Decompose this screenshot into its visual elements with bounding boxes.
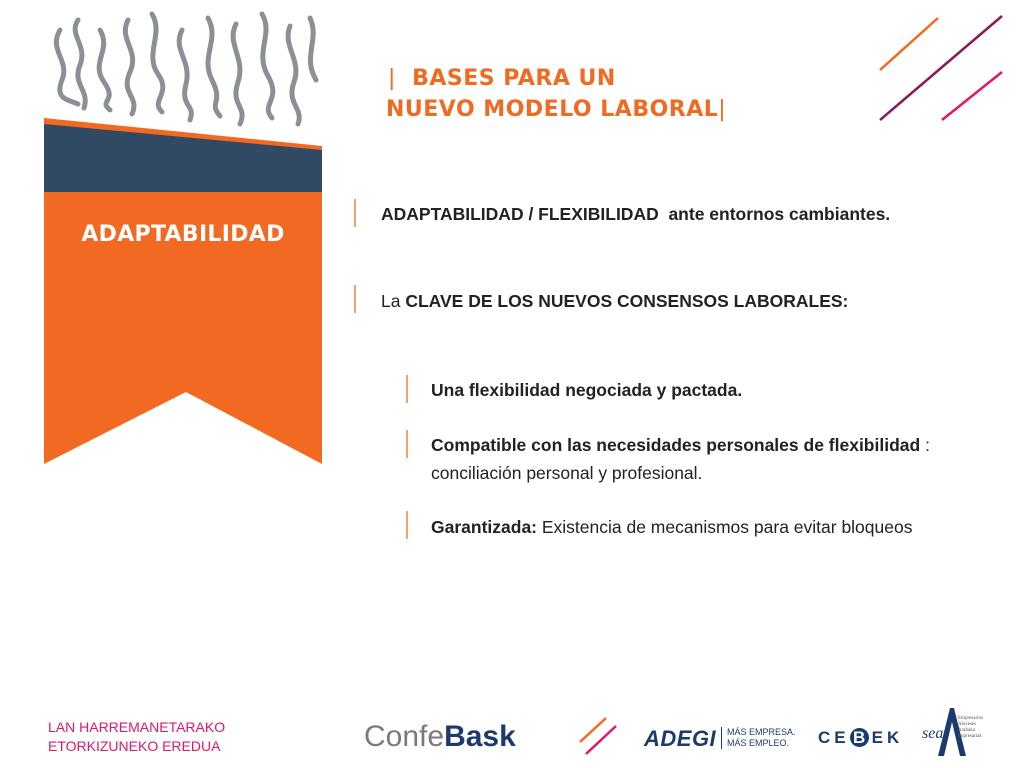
title-bar-right: | [718,97,727,122]
cebek-logo-part-1: CE [818,728,850,747]
sub-bullet-2 [431,431,1011,487]
bullet-marker [354,199,356,227]
sub-bullet-1-bold: Una flexibilidad negociada y pactada. [431,380,743,400]
bullet-2 [381,287,848,315]
confebask-logo-light: Confe [364,720,445,753]
bullet-1-rest: ante entornos cambiantes. [658,204,891,224]
bullet-1 [381,200,890,228]
sub-bullet-1 [431,376,742,404]
sub-bullet-2-rest: : [920,435,930,455]
footer-caption-line-1: LAN HARREMANETARAKO [48,719,226,735]
cebek-logo [818,728,903,748]
title-text-2: NUEVO MODELO LABORAL [386,97,719,122]
bullet-2-lead: La [381,291,406,311]
sub-bullet-3-rest: Existencia de mecanismos para evitar bloqueos [537,517,913,537]
sea-tagline-4: Enpresariak [958,734,982,739]
sub-bullet-marker [406,511,408,539]
title-text-1: BASES PARA UN [412,66,616,91]
adegi-logo: ADEGI [644,726,717,751]
sub-bullet-2-line2: conciliación personal y profesional. [431,463,703,483]
cebek-logo-part-2: EK [871,728,904,747]
confebask-logo-bold: Bask [444,720,516,753]
cebek-logo-circle: B [850,728,869,747]
bullet-2-bold: CLAVE DE LOS NUEVOS CONSENSOS LABORALES: [405,291,849,311]
sub-bullet-2-bold: Compatible con las necesidades personales de flexibilidad [431,435,921,455]
sub-bullet-3-bold: Garantizada: [431,517,537,537]
sub-bullet-marker [406,430,408,458]
sub-bullet-3 [431,513,912,541]
slash-mark-icon [576,716,620,756]
footer-caption [48,718,225,756]
footer-caption-line-2: ETORKIZUNEKO EREDUA [48,738,221,754]
sub-bullet-marker [406,375,408,403]
sea-tagline-1: Empresarios [958,716,983,721]
sea-logo-mark: sea [922,725,944,742]
title-bar-left: | [388,66,396,91]
sea-tagline-2: Alaveses [958,722,977,727]
banner-label: ADAPTABILIDAD [81,222,285,247]
adegi-tagline-1: MÁS EMPRESA. [727,727,796,737]
title-line-2 [386,97,726,122]
adegi-tagline [721,727,796,749]
sea-tagline-3: Arabako [958,728,976,733]
bullet-1-bold: ADAPTABILIDAD / FLEXIBILIDAD [381,204,659,224]
adegi-tagline-2: MÁS EMPLEO. [727,738,790,748]
decorative-lines [876,14,1008,126]
confebask-logo [364,720,516,754]
sea-tagline [958,716,983,740]
banner-ribbon [44,118,322,466]
bullet-marker [354,285,356,313]
title-line-1 [388,66,616,91]
